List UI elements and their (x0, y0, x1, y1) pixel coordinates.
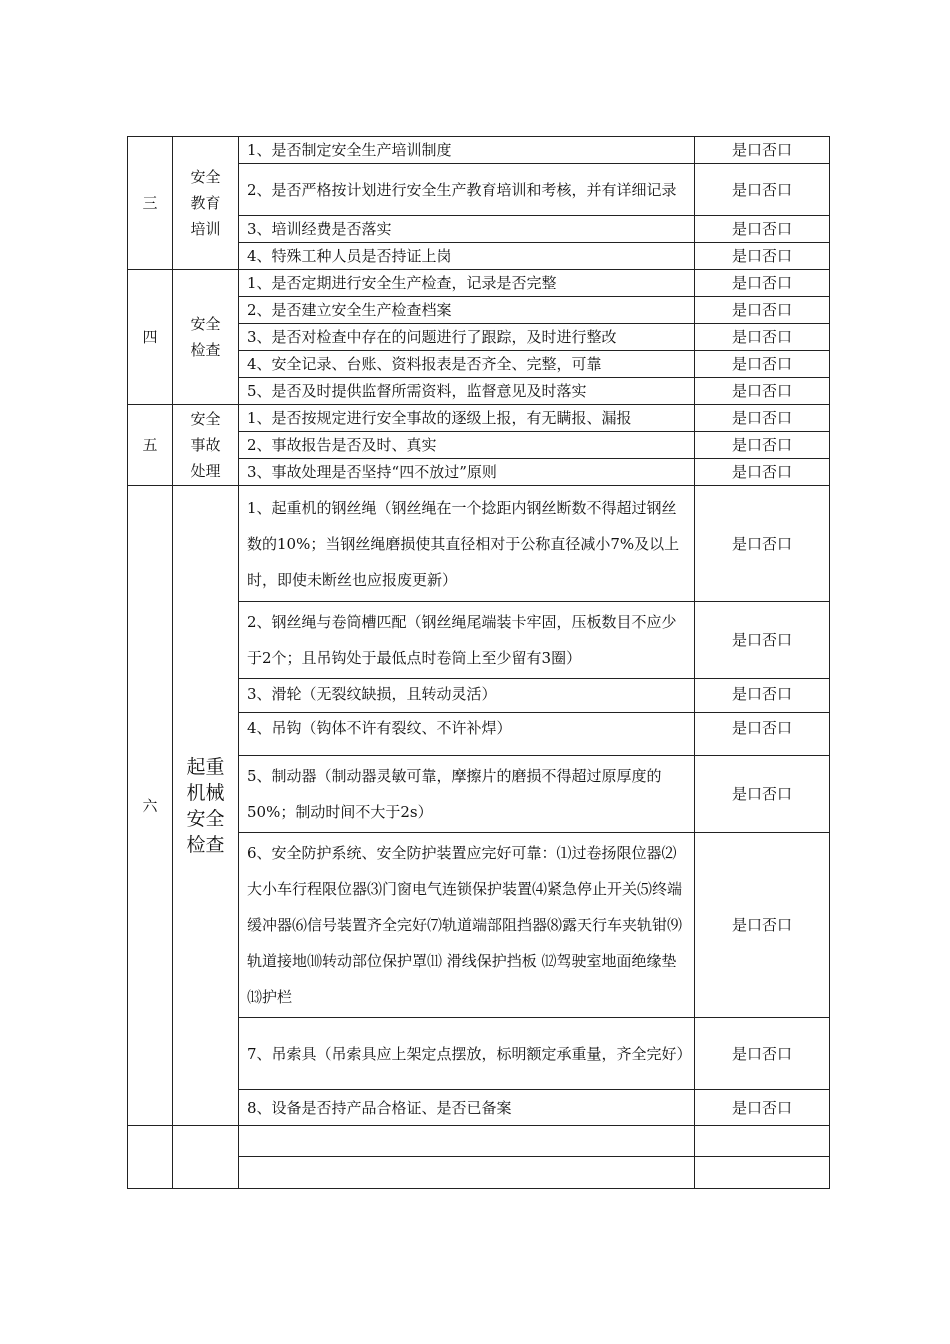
check-item: 2、是否严格按计划进行安全生产教育培训和考核，并有详细记录 (239, 164, 695, 216)
section-number: 三 (128, 137, 173, 270)
table-row (128, 405, 830, 432)
section-number: 四 (128, 270, 173, 405)
yes-no-answer[interactable]: 是口否口 (695, 405, 830, 432)
table-row (128, 270, 830, 297)
check-item: 4、吊钩（钩体不许有裂纹、不许补焊） (239, 713, 695, 756)
section-number: 五 (128, 405, 173, 486)
category-line: 安全 (190, 315, 221, 333)
empty-cell (695, 1126, 830, 1157)
category-line: 安全 (190, 168, 221, 186)
empty-cell (239, 1126, 695, 1157)
yes-no-answer[interactable]: 是口否口 (695, 713, 830, 756)
check-item: 2、钢丝绳与卷筒槽匹配（钢丝绳尾端装卡牢固，压板数目不应少于2个；且吊钩处于最低点时卷筒上至少留有3圈） (239, 602, 695, 679)
check-item: 2、是否建立安全生产检查档案 (239, 297, 695, 324)
yes-no-answer[interactable]: 是口否口 (695, 432, 830, 459)
safety-checklist-table (127, 136, 830, 1189)
empty-cell (239, 1157, 695, 1189)
category-line: 事故 (190, 436, 221, 454)
check-item: 8、设备是否持产品合格证、是否已备案 (239, 1090, 695, 1126)
yes-no-answer[interactable]: 是口否口 (695, 1090, 830, 1126)
check-item: 7、吊索具（吊索具应上架定点摆放，标明额定承重量，齐全完好） (239, 1018, 695, 1090)
category-line: 起重 (186, 755, 225, 778)
empty-row (128, 1126, 830, 1157)
yes-no-answer[interactable]: 是口否口 (695, 297, 830, 324)
section-category (173, 405, 239, 486)
yes-no-answer[interactable]: 是口否口 (695, 679, 830, 713)
yes-no-answer[interactable]: 是口否口 (695, 351, 830, 378)
yes-no-answer[interactable]: 是口否口 (695, 459, 830, 486)
category-line: 安全 (190, 410, 221, 428)
table-row (128, 137, 830, 164)
check-item: 4、安全记录、台账、资料报表是否齐全、完整，可靠 (239, 351, 695, 378)
yes-no-answer[interactable]: 是口否口 (695, 137, 830, 164)
check-item: 5、是否及时提供监督所需资料，监督意见及时落实 (239, 378, 695, 405)
empty-cell (173, 1126, 239, 1189)
check-item: 3、是否对检查中存在的问题进行了跟踪，及时进行整改 (239, 324, 695, 351)
check-item: 3、事故处理是否坚持“四不放过”原则 (239, 459, 695, 486)
yes-no-answer[interactable]: 是口否口 (695, 243, 830, 270)
category-line: 检查 (186, 833, 225, 856)
yes-no-answer[interactable]: 是口否口 (695, 164, 830, 216)
check-item: 5、制动器（制动器灵敏可靠，摩擦片的磨损不得超过原厚度的50%；制动时间不大于2s） (239, 756, 695, 833)
yes-no-answer[interactable]: 是口否口 (695, 602, 830, 679)
category-line: 培训 (190, 220, 221, 238)
category-line: 检查 (190, 341, 221, 359)
category-line: 安全 (186, 807, 225, 830)
table-row (128, 486, 830, 602)
section-category (173, 486, 239, 1126)
section-number: 六 (128, 486, 173, 1126)
yes-no-answer[interactable]: 是口否口 (695, 216, 830, 243)
yes-no-answer[interactable]: 是口否口 (695, 756, 830, 833)
yes-no-answer[interactable]: 是口否口 (695, 270, 830, 297)
check-item: 1、起重机的钢丝绳（钢丝绳在一个捻距内钢丝断数不得超过钢丝数的10%；当钢丝绳磨损使其直径相对于公称直径减小7%及以上时，即使未断丝也应报废更新） (239, 486, 695, 602)
check-item: 1、是否定期进行安全生产检查，记录是否完整 (239, 270, 695, 297)
yes-no-answer[interactable]: 是口否口 (695, 378, 830, 405)
check-item: 3、培训经费是否落实 (239, 216, 695, 243)
section-category (173, 270, 239, 405)
check-item: 1、是否按规定进行安全事故的逐级上报，有无瞒报、漏报 (239, 405, 695, 432)
check-item: 4、特殊工种人员是否持证上岗 (239, 243, 695, 270)
check-item: 6、安全防护系统、安全防护装置应完好可靠：⑴过卷扬限位器⑵大小车行程限位器⑶门窗电气连锁保护装置⑷紧急停止开关⑸终端缓冲器⑹信号装置齐全完好⑺轨道端部阻挡器⑻露天行车夹轨钳⑼轨道接地⑽转动部位保护罩⑾ 滑线保护挡板 ⑿驾驶室地面绝缘垫⒀护栏 (239, 833, 695, 1018)
section-category (173, 137, 239, 270)
category-line: 教育 (190, 194, 221, 212)
yes-no-answer[interactable]: 是口否口 (695, 1018, 830, 1090)
category-line: 机械 (186, 781, 225, 804)
yes-no-answer[interactable]: 是口否口 (695, 833, 830, 1018)
check-item: 1、是否制定安全生产培训制度 (239, 137, 695, 164)
empty-cell (128, 1126, 173, 1189)
yes-no-answer[interactable]: 是口否口 (695, 486, 830, 602)
category-line: 处理 (190, 462, 221, 480)
check-item: 3、滑轮（无裂纹缺损，且转动灵活） (239, 679, 695, 713)
check-item: 2、事故报告是否及时、真实 (239, 432, 695, 459)
empty-cell (695, 1157, 830, 1189)
yes-no-answer[interactable]: 是口否口 (695, 324, 830, 351)
